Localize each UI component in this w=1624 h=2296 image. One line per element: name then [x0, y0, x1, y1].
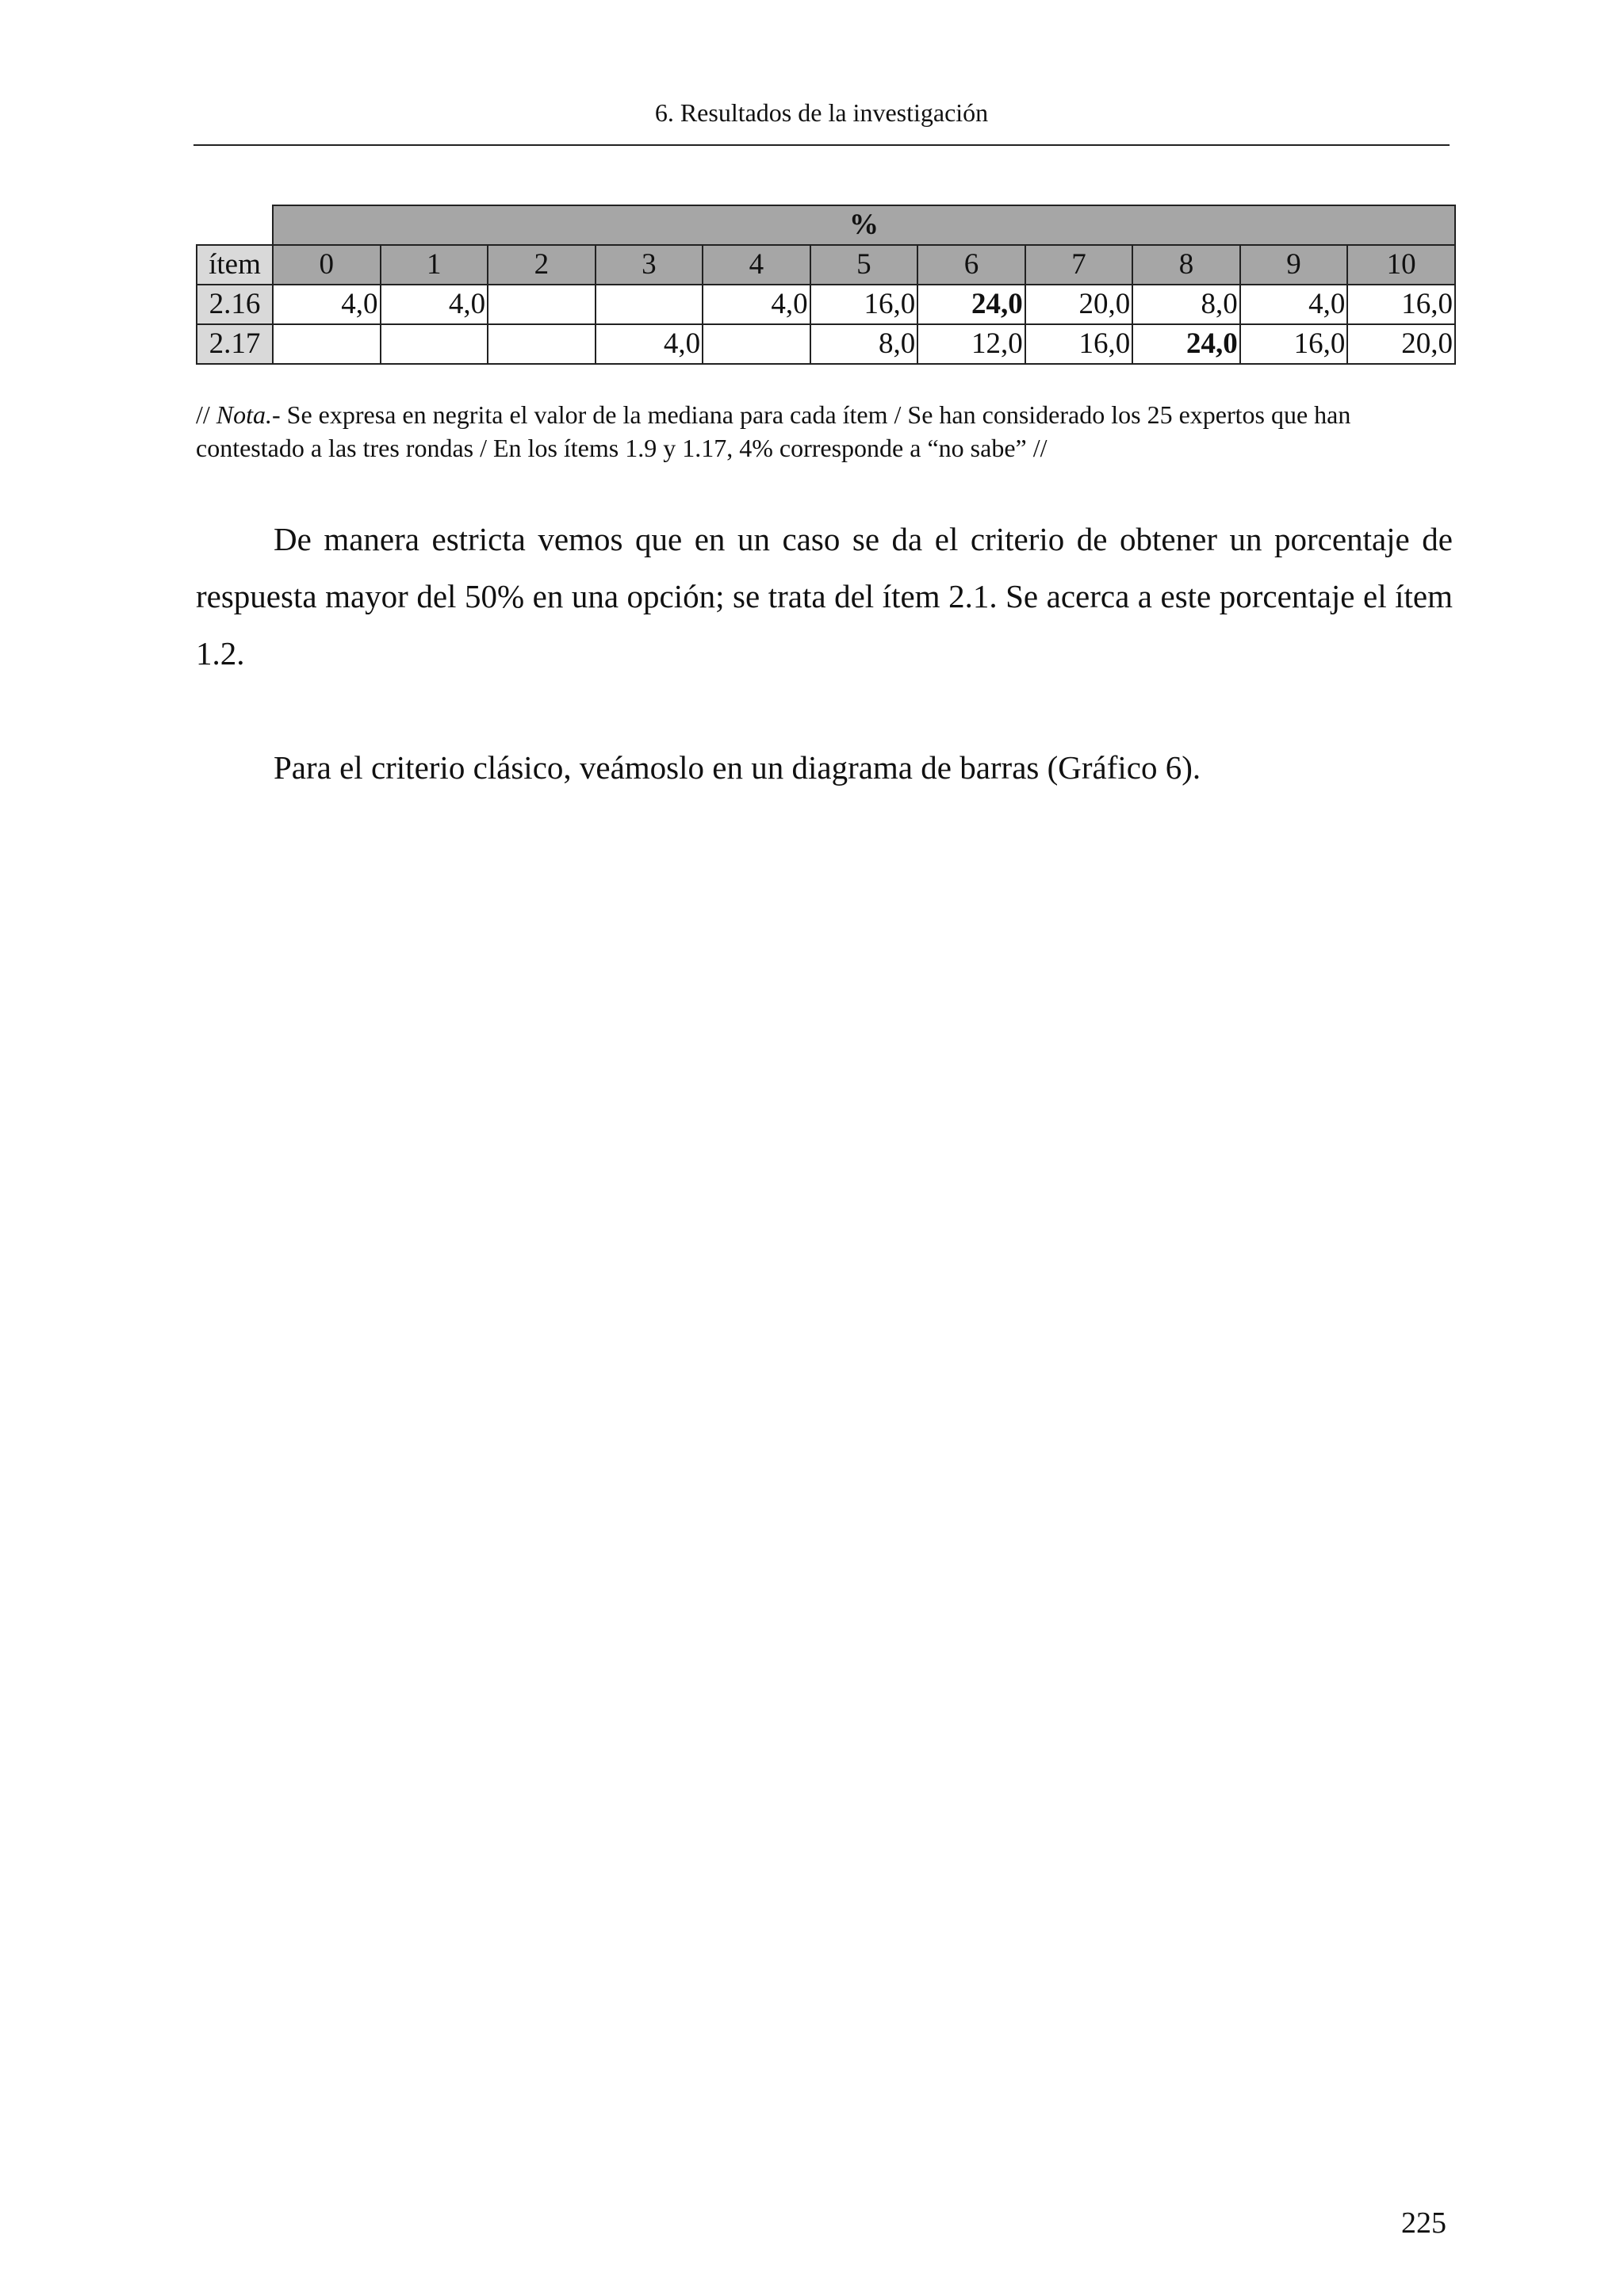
- table-note: [196, 398, 1456, 465]
- table-cell: 4,0: [1240, 285, 1348, 324]
- frequency-table: [196, 205, 1456, 365]
- table-corner-blank: [197, 205, 273, 245]
- table-cell-median: 24,0: [917, 285, 1025, 324]
- table-row: [197, 285, 1455, 324]
- body-paragraph: De manera estricta vemos que en un caso se da el criterio de obtener un porcentaje de respuesta mayor del 50% en una opción; se trata del ítem 2.1. Se acerca a este porcentaje el ítem 1.2.: [196, 521, 1453, 672]
- table-row: [197, 324, 1455, 364]
- table-cell: 20,0: [1347, 324, 1455, 364]
- table-cell: 4,0: [273, 285, 381, 324]
- table-cell: [273, 324, 381, 364]
- column-header: 1: [381, 245, 488, 285]
- table-cell: [488, 285, 596, 324]
- table-cell: [381, 324, 488, 364]
- table-column-header-row: [197, 245, 1455, 285]
- table-cell: 20,0: [1025, 285, 1133, 324]
- percent-group-header: %: [273, 205, 1455, 245]
- table-cell: 4,0: [381, 285, 488, 324]
- row-item-label: 2.16: [197, 285, 273, 324]
- note-text: - Se expresa en negrita el valor de la mediana para cada ítem / Se han considerado los 25 expertos que han contestado a las tres rondas / En los ítems 1.9 y 1.17, 4% corresponde a “no sabe” //: [196, 400, 1351, 462]
- running-header: 6. Resultados de la investigación: [654, 98, 989, 127]
- note-prefix: //: [196, 400, 216, 429]
- note-label: Nota.: [216, 400, 273, 429]
- page-number: 225: [1401, 2206, 1446, 2240]
- column-header: 7: [1025, 245, 1133, 285]
- table-cell: 8,0: [1132, 285, 1240, 324]
- column-header: 6: [917, 245, 1025, 285]
- item-column-header: ítem: [197, 245, 273, 285]
- table-cell: 4,0: [596, 324, 703, 364]
- column-header: 2: [488, 245, 596, 285]
- table-cell: 16,0: [1347, 285, 1455, 324]
- table-cell: 16,0: [1240, 324, 1348, 364]
- column-header: 8: [1132, 245, 1240, 285]
- table-cell: 16,0: [1025, 324, 1133, 364]
- body-paragraph: Para el criterio clásico, veámoslo en un diagrama de barras (Gráfico 6).: [274, 749, 1201, 786]
- table-group-header-row: [197, 205, 1455, 245]
- table-cell: 16,0: [810, 285, 918, 324]
- table-cell: 4,0: [703, 285, 810, 324]
- table-cell: 8,0: [810, 324, 918, 364]
- column-header: 10: [1347, 245, 1455, 285]
- column-header: 3: [596, 245, 703, 285]
- table-cell: 12,0: [917, 324, 1025, 364]
- table-cell-median: 24,0: [1132, 324, 1240, 364]
- table-cell: [703, 324, 810, 364]
- table-cell: [596, 285, 703, 324]
- header-rule: [193, 144, 1450, 146]
- column-header: 5: [810, 245, 918, 285]
- column-header: 0: [273, 245, 381, 285]
- row-item-label: 2.17: [197, 324, 273, 364]
- column-header: 4: [703, 245, 810, 285]
- column-header: 9: [1240, 245, 1348, 285]
- table-cell: [488, 324, 596, 364]
